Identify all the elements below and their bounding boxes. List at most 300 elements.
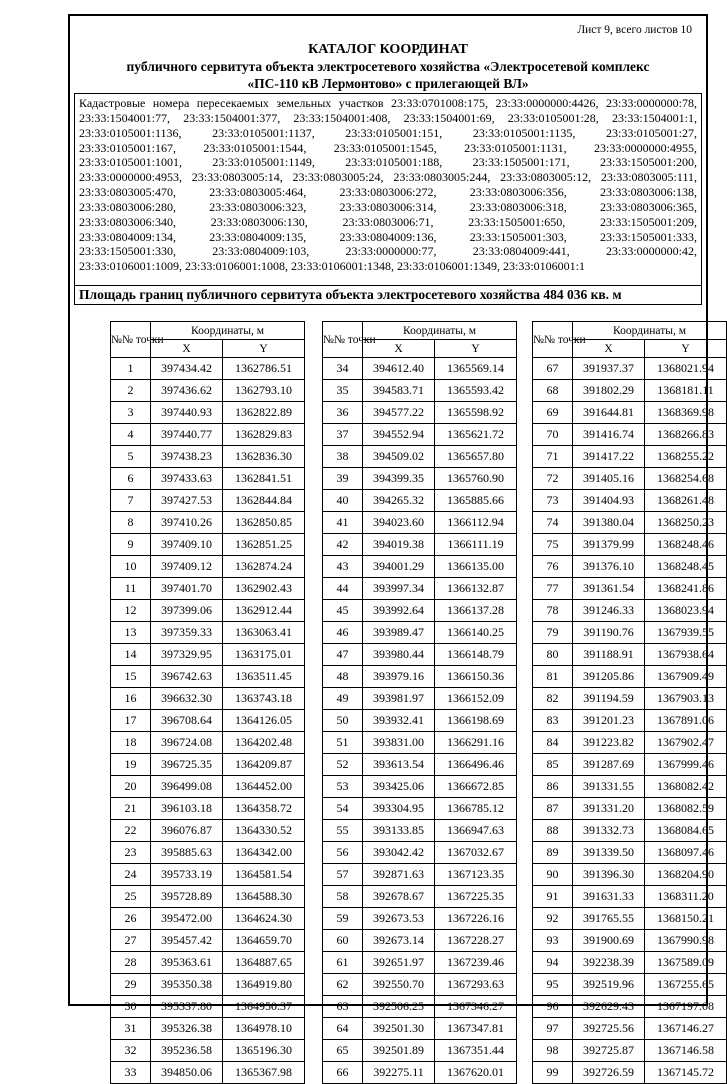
point-number: 94 — [533, 952, 573, 974]
point-number: 24 — [111, 864, 151, 886]
table-row — [533, 358, 727, 380]
table-row — [111, 556, 305, 578]
point-number: 32 — [111, 1040, 151, 1062]
y-coordinate: 1365569.14 — [435, 358, 517, 380]
table-row — [533, 380, 727, 402]
x-coordinate: 391190.76 — [573, 622, 645, 644]
x-coordinate: 394612.40 — [363, 358, 435, 380]
table-row — [111, 424, 305, 446]
x-coordinate: 393997.34 — [363, 578, 435, 600]
x-coordinate: 391405.16 — [573, 468, 645, 490]
point-number: 6 — [111, 468, 151, 490]
y-coordinate: 1364202.48 — [223, 732, 305, 754]
y-coordinate: 1368082.59 — [645, 798, 727, 820]
y-coordinate: 1368311.20 — [645, 886, 727, 908]
table-row — [111, 468, 305, 490]
x-coordinate: 394019.38 — [363, 534, 435, 556]
table-row — [533, 468, 727, 490]
x-coordinate: 397401.70 — [151, 578, 223, 600]
y-coordinate: 1367903.13 — [645, 688, 727, 710]
y-column-header: Y — [435, 340, 517, 358]
point-number-header: №№ точки — [533, 322, 573, 358]
point-number: 87 — [533, 798, 573, 820]
point-number: 34 — [323, 358, 363, 380]
y-coordinate: 1368369.98 — [645, 402, 727, 424]
x-coordinate: 393981.97 — [363, 688, 435, 710]
table-row — [111, 402, 305, 424]
table-row — [111, 864, 305, 886]
y-coordinate: 1362850.85 — [223, 512, 305, 534]
table-row — [111, 710, 305, 732]
point-number: 96 — [533, 996, 573, 1018]
y-coordinate: 1367909.49 — [645, 666, 727, 688]
point-number: 42 — [323, 534, 363, 556]
catalog-subtitle-line2: «ПС-110 кВ Лермонтово» с прилегающей ВЛ» — [247, 76, 529, 91]
y-coordinate: 1367620.01 — [435, 1062, 517, 1084]
point-number: 10 — [111, 556, 151, 578]
x-coordinate: 393831.00 — [363, 732, 435, 754]
x-coordinate: 391380.04 — [573, 512, 645, 534]
point-number: 65 — [323, 1040, 363, 1062]
y-coordinate: 1364887.65 — [223, 952, 305, 974]
x-coordinate: 395457.42 — [151, 930, 223, 952]
point-number: 20 — [111, 776, 151, 798]
point-number: 49 — [323, 688, 363, 710]
cadastral-line: 23:33:0105001:1001, 23:33:0105001:1149, 23:33:0105001:188, 23:33:1505001:171, 23:33:1505001:200, — [79, 155, 697, 170]
y-coordinate: 1366947.63 — [435, 820, 517, 842]
x-coordinate: 393980.44 — [363, 644, 435, 666]
x-coordinate: 391900.69 — [573, 930, 645, 952]
y-coordinate: 1366150.36 — [435, 666, 517, 688]
table-row — [323, 710, 517, 732]
table-row — [323, 600, 517, 622]
cadastral-line: 23:33:0804009:134, 23:33:0804009:135, 23:33:0804009:136, 23:33:1505001:303, 23:33:1505001:333, — [79, 229, 697, 244]
table-row — [533, 1040, 727, 1062]
point-number: 82 — [533, 688, 573, 710]
y-coordinate: 1368082.42 — [645, 776, 727, 798]
y-coordinate: 1367146.58 — [645, 1040, 727, 1062]
x-coordinate: 391765.55 — [573, 908, 645, 930]
x-coordinate: 393042.42 — [363, 842, 435, 864]
table-row — [111, 380, 305, 402]
y-coordinate: 1367123.35 — [435, 864, 517, 886]
y-coordinate: 1366132.87 — [435, 578, 517, 600]
point-number: 25 — [111, 886, 151, 908]
point-number: 27 — [111, 930, 151, 952]
point-number: 50 — [323, 710, 363, 732]
table-row — [533, 578, 727, 600]
cadastral-line: 23:33:1504001:77, 23:33:1504001:377, 23:33:1504001:408, 23:33:1504001:69, 23:33:0105001:28, 23:33:1504001:1, — [79, 110, 697, 125]
point-number: 3 — [111, 402, 151, 424]
cadastral-line: 23:33:0000000:4953, 23:33:0803005:14, 23:33:0803005:24, 23:33:0803005:244, 23:33:0803005:12, 23:33:0803005:111, — [79, 170, 697, 185]
x-coordinate: 391376.10 — [573, 556, 645, 578]
table-row — [323, 1040, 517, 1062]
table-row — [323, 996, 517, 1018]
point-number: 61 — [323, 952, 363, 974]
table-row — [323, 798, 517, 820]
point-number: 41 — [323, 512, 363, 534]
x-coordinate: 391396.30 — [573, 864, 645, 886]
x-coordinate: 392673.14 — [363, 930, 435, 952]
table-row — [323, 622, 517, 644]
point-number: 72 — [533, 468, 573, 490]
table-row — [533, 820, 727, 842]
point-number: 35 — [323, 380, 363, 402]
x-coordinate: 392550.70 — [363, 974, 435, 996]
x-coordinate: 392651.97 — [363, 952, 435, 974]
x-coordinate: 397329.95 — [151, 644, 223, 666]
x-coordinate: 397436.62 — [151, 380, 223, 402]
cadastral-line: 23:33:0803006:340, 23:33:0803006:130, 23:33:0803006:71, 23:33:1505001:650, 23:33:1505001:209, — [79, 214, 697, 229]
point-number: 59 — [323, 908, 363, 930]
x-coordinate: 392726.59 — [573, 1062, 645, 1084]
point-number: 58 — [323, 886, 363, 908]
table-row — [111, 512, 305, 534]
y-coordinate: 1363063.41 — [223, 622, 305, 644]
table-row — [323, 820, 517, 842]
point-number: 44 — [323, 578, 363, 600]
table-row — [533, 688, 727, 710]
point-number: 23 — [111, 842, 151, 864]
table-row — [111, 534, 305, 556]
x-coordinate: 391404.93 — [573, 490, 645, 512]
x-coordinate: 396725.35 — [151, 754, 223, 776]
point-number: 11 — [111, 578, 151, 600]
cadastral-line: 23:33:0105001:167, 23:33:0105001:1544, 23:33:0105001:1545, 23:33:0105001:1131, 23:33:0000000:4955, — [79, 140, 697, 155]
table-row — [533, 974, 727, 996]
point-number: 4 — [111, 424, 151, 446]
table-row — [533, 512, 727, 534]
x-coordinate: 393979.16 — [363, 666, 435, 688]
table-row — [533, 996, 727, 1018]
point-number: 22 — [111, 820, 151, 842]
point-number: 60 — [323, 930, 363, 952]
table-row — [111, 820, 305, 842]
x-coordinate: 394399.35 — [363, 468, 435, 490]
point-number: 66 — [323, 1062, 363, 1084]
point-number: 64 — [323, 1018, 363, 1040]
cadastral-line: 23:33:0105001:1136, 23:33:0105001:1137, 23:33:0105001:151, 23:33:0105001:1135, 23:33:0105001:27, — [79, 125, 697, 140]
x-coordinate: 391644.81 — [573, 402, 645, 424]
y-coordinate: 1368204.90 — [645, 864, 727, 886]
table-row — [111, 974, 305, 996]
document-frame — [68, 14, 714, 1079]
table-row — [111, 688, 305, 710]
x-coordinate: 392501.30 — [363, 1018, 435, 1040]
x-coordinate: 393425.06 — [363, 776, 435, 798]
table-row — [323, 358, 517, 380]
x-column-header: X — [151, 340, 223, 358]
servitude-area: Площадь границ публичного сервитута объекта электросетевого хозяйства 484 036 кв. м — [74, 285, 702, 305]
x-column-header: X — [573, 340, 645, 358]
table-row — [533, 798, 727, 820]
table-row — [323, 512, 517, 534]
y-coordinate: 1362874.24 — [223, 556, 305, 578]
x-coordinate: 393932.41 — [363, 710, 435, 732]
y-coordinate: 1362786.51 — [223, 358, 305, 380]
x-coordinate: 395733.19 — [151, 864, 223, 886]
x-coordinate: 391287.69 — [573, 754, 645, 776]
table-row — [323, 644, 517, 666]
x-coordinate: 396742.63 — [151, 666, 223, 688]
y-coordinate: 1362844.84 — [223, 490, 305, 512]
x-coordinate: 394577.22 — [363, 402, 435, 424]
point-number: 92 — [533, 908, 573, 930]
table-row — [111, 952, 305, 974]
point-number: 79 — [533, 622, 573, 644]
table-row — [323, 754, 517, 776]
point-number: 76 — [533, 556, 573, 578]
y-column-header: Y — [223, 340, 305, 358]
table-row — [533, 644, 727, 666]
coordinates-header: Координаты, м — [363, 322, 517, 340]
x-coordinate: 391223.82 — [573, 732, 645, 754]
y-coordinate: 1367589.09 — [645, 952, 727, 974]
table-row — [111, 930, 305, 952]
table-row — [323, 534, 517, 556]
table-row — [323, 1062, 517, 1084]
y-coordinate: 1366140.25 — [435, 622, 517, 644]
y-coordinate: 1367255.65 — [645, 974, 727, 996]
y-coordinate: 1366152.09 — [435, 688, 517, 710]
x-coordinate: 391379.99 — [573, 534, 645, 556]
y-coordinate: 1368248.46 — [645, 534, 727, 556]
y-coordinate: 1364452.00 — [223, 776, 305, 798]
point-number: 18 — [111, 732, 151, 754]
point-number: 83 — [533, 710, 573, 732]
y-coordinate: 1368181.11 — [645, 380, 727, 402]
point-number: 8 — [111, 512, 151, 534]
x-coordinate: 394583.71 — [363, 380, 435, 402]
y-coordinate: 1367145.72 — [645, 1062, 727, 1084]
y-coordinate: 1362793.10 — [223, 380, 305, 402]
table-row — [533, 534, 727, 556]
sheet-info: Лист 9, всего листов 10 — [577, 24, 692, 36]
table-row — [533, 490, 727, 512]
y-coordinate: 1365885.66 — [435, 490, 517, 512]
point-number: 29 — [111, 974, 151, 996]
point-number: 57 — [323, 864, 363, 886]
point-number: 21 — [111, 798, 151, 820]
table-row — [533, 842, 727, 864]
y-coordinate: 1367347.81 — [435, 1018, 517, 1040]
point-number: 99 — [533, 1062, 573, 1084]
table-row — [533, 776, 727, 798]
table-row — [533, 556, 727, 578]
x-coordinate: 395363.61 — [151, 952, 223, 974]
catalog-title: КАТАЛОГ КООРДИНАТ — [308, 42, 468, 57]
x-coordinate: 392238.39 — [573, 952, 645, 974]
table-row — [533, 886, 727, 908]
point-number: 86 — [533, 776, 573, 798]
y-coordinate: 1366148.79 — [435, 644, 517, 666]
point-number: 93 — [533, 930, 573, 952]
table-row — [111, 1062, 305, 1084]
y-coordinate: 1364978.10 — [223, 1018, 305, 1040]
y-coordinate: 1363743.18 — [223, 688, 305, 710]
y-coordinate: 1367990.98 — [645, 930, 727, 952]
table-row — [533, 732, 727, 754]
point-number: 55 — [323, 820, 363, 842]
table-row — [111, 798, 305, 820]
x-coordinate: 392506.25 — [363, 996, 435, 1018]
table-row — [323, 556, 517, 578]
y-coordinate: 1364209.87 — [223, 754, 305, 776]
y-coordinate: 1368241.86 — [645, 578, 727, 600]
table-row — [323, 688, 517, 710]
y-coordinate: 1368084.65 — [645, 820, 727, 842]
x-coordinate: 396724.08 — [151, 732, 223, 754]
table-row — [323, 974, 517, 996]
x-coordinate: 392725.87 — [573, 1040, 645, 1062]
x-coordinate: 391331.20 — [573, 798, 645, 820]
x-coordinate: 397409.10 — [151, 534, 223, 556]
y-coordinate: 1362829.83 — [223, 424, 305, 446]
table-row — [111, 490, 305, 512]
point-number: 28 — [111, 952, 151, 974]
x-coordinate: 391416.74 — [573, 424, 645, 446]
point-number: 90 — [533, 864, 573, 886]
y-coordinate: 1368266.83 — [645, 424, 727, 446]
point-number: 51 — [323, 732, 363, 754]
y-coordinate: 1368250.23 — [645, 512, 727, 534]
x-coordinate: 391417.22 — [573, 446, 645, 468]
point-number: 84 — [533, 732, 573, 754]
y-coordinate: 1367902.47 — [645, 732, 727, 754]
point-number: 1 — [111, 358, 151, 380]
x-coordinate: 397438.23 — [151, 446, 223, 468]
x-coordinate: 395885.63 — [151, 842, 223, 864]
table-row — [111, 754, 305, 776]
y-coordinate: 1368254.68 — [645, 468, 727, 490]
y-coordinate: 1363175.01 — [223, 644, 305, 666]
x-coordinate: 397427.53 — [151, 490, 223, 512]
point-number: 38 — [323, 446, 363, 468]
y-coordinate: 1365367.98 — [223, 1062, 305, 1084]
table-row — [533, 1062, 727, 1084]
point-number: 77 — [533, 578, 573, 600]
cadastral-line: 23:33:0106001:1009, 23:33:0106001:1008, 23:33:0106001:1348, 23:33:0106001:1349, 23:33:0106001:1 — [79, 259, 586, 274]
y-coordinate: 1367891.06 — [645, 710, 727, 732]
y-coordinate: 1364342.00 — [223, 842, 305, 864]
y-coordinate: 1365593.42 — [435, 380, 517, 402]
x-coordinate: 394265.32 — [363, 490, 435, 512]
table-row — [111, 358, 305, 380]
x-coordinate: 396103.18 — [151, 798, 223, 820]
table-row — [111, 622, 305, 644]
x-coordinate: 391802.29 — [573, 380, 645, 402]
table-row — [323, 864, 517, 886]
table-row — [323, 490, 517, 512]
x-coordinate: 391631.33 — [573, 886, 645, 908]
point-number: 30 — [111, 996, 151, 1018]
y-coordinate: 1365760.90 — [435, 468, 517, 490]
y-coordinate: 1367938.64 — [645, 644, 727, 666]
point-number: 52 — [323, 754, 363, 776]
x-coordinate: 395350.38 — [151, 974, 223, 996]
y-coordinate: 1367346.27 — [435, 996, 517, 1018]
table-row — [323, 1018, 517, 1040]
y-coordinate: 1364126.05 — [223, 710, 305, 732]
y-coordinate: 1367351.44 — [435, 1040, 517, 1062]
table-row — [533, 952, 727, 974]
table-row — [533, 446, 727, 468]
table-row — [533, 1018, 727, 1040]
table-row — [111, 1018, 305, 1040]
table-row — [323, 578, 517, 600]
table-row — [323, 886, 517, 908]
catalog-subtitle-line1: публичного сервитута объекта электросетевого хозяйства «Электросетевой комплекс — [126, 59, 650, 74]
x-coordinate: 396708.64 — [151, 710, 223, 732]
x-coordinate: 391194.59 — [573, 688, 645, 710]
y-coordinate: 1364330.52 — [223, 820, 305, 842]
x-coordinate: 397410.26 — [151, 512, 223, 534]
y-coordinate: 1368021.94 — [645, 358, 727, 380]
point-number: 85 — [533, 754, 573, 776]
y-coordinate: 1364919.80 — [223, 974, 305, 996]
coordinates-table-2 — [322, 321, 517, 1084]
x-coordinate: 394509.02 — [363, 446, 435, 468]
x-coordinate: 393989.47 — [363, 622, 435, 644]
y-coordinate: 1366291.16 — [435, 732, 517, 754]
point-number: 81 — [533, 666, 573, 688]
point-number: 40 — [323, 490, 363, 512]
point-number: 73 — [533, 490, 573, 512]
table-row — [323, 380, 517, 402]
cadastral-numbers-box — [74, 93, 702, 286]
point-number: 71 — [533, 446, 573, 468]
point-number: 67 — [533, 358, 573, 380]
table-row — [111, 886, 305, 908]
point-number: 12 — [111, 600, 151, 622]
y-coordinate: 1368150.21 — [645, 908, 727, 930]
x-coordinate: 395236.58 — [151, 1040, 223, 1062]
point-number: 45 — [323, 600, 363, 622]
point-number-header: №№ точки — [111, 322, 151, 358]
point-number: 19 — [111, 754, 151, 776]
table-row — [323, 776, 517, 798]
y-coordinate: 1362912.44 — [223, 600, 305, 622]
point-number: 7 — [111, 490, 151, 512]
point-number: 91 — [533, 886, 573, 908]
y-coordinate: 1366111.19 — [435, 534, 517, 556]
table-row — [533, 600, 727, 622]
table-row — [111, 1040, 305, 1062]
y-coordinate: 1368248.45 — [645, 556, 727, 578]
point-number: 46 — [323, 622, 363, 644]
point-number: 2 — [111, 380, 151, 402]
y-coordinate: 1367239.46 — [435, 952, 517, 974]
x-coordinate: 397440.77 — [151, 424, 223, 446]
table-row — [533, 930, 727, 952]
x-coordinate: 394552.94 — [363, 424, 435, 446]
x-coordinate: 397409.12 — [151, 556, 223, 578]
y-coordinate: 1366112.94 — [435, 512, 517, 534]
y-coordinate: 1365621.72 — [435, 424, 517, 446]
x-coordinate: 393133.85 — [363, 820, 435, 842]
y-coordinate: 1367293.63 — [435, 974, 517, 996]
x-coordinate: 391188.91 — [573, 644, 645, 666]
x-coordinate: 395728.89 — [151, 886, 223, 908]
y-coordinate: 1364358.72 — [223, 798, 305, 820]
y-coordinate: 1366198.69 — [435, 710, 517, 732]
table-row — [111, 644, 305, 666]
point-number: 74 — [533, 512, 573, 534]
x-coordinate: 392501.89 — [363, 1040, 435, 1062]
y-coordinate: 1364581.54 — [223, 864, 305, 886]
table-row — [111, 842, 305, 864]
point-number: 88 — [533, 820, 573, 842]
